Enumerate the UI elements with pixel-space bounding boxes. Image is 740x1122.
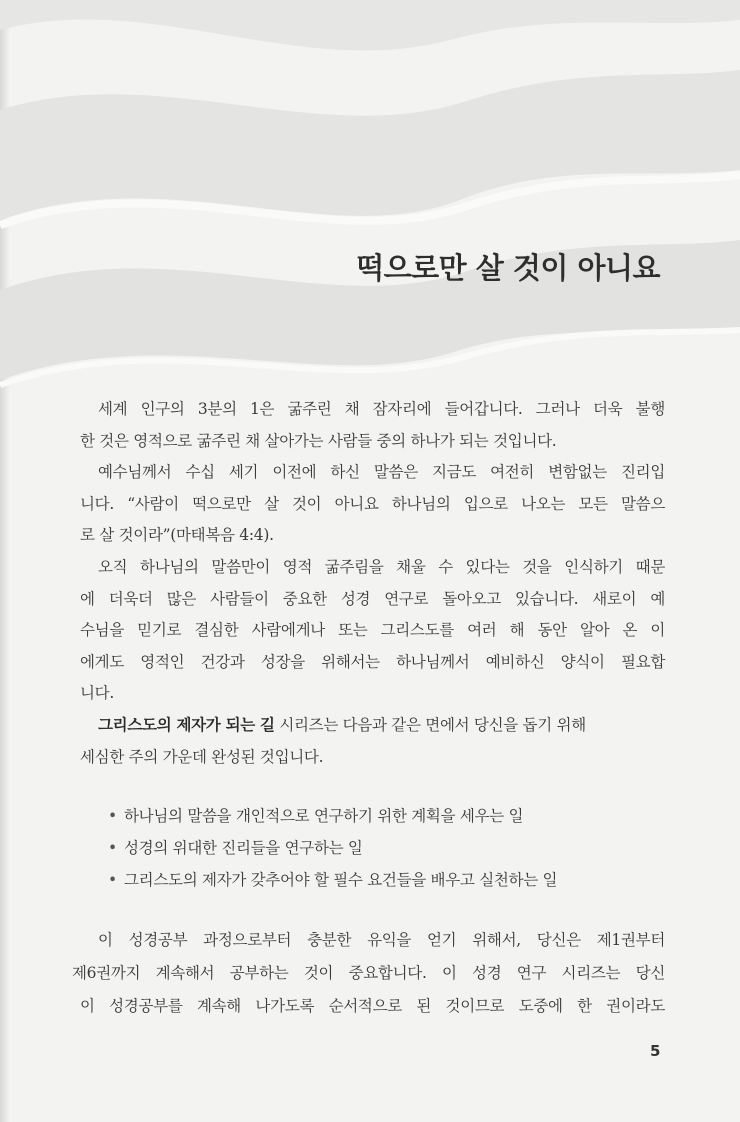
bullet-icon: • [108,807,117,826]
list-item-text: 성경의 위대한 진리들을 연구하는 일 [124,839,363,858]
text-line: 로 살 것이라”(마태복음 4:4). [80,526,274,545]
paragraph [80,457,665,552]
page-number: 5 [650,1042,661,1060]
series-title: 그리스도의 제자가 되는 길 [98,715,275,734]
text-line: 수님을 믿기로 결심한 사람에게나 또는 그리스도를 여러 해 동안 알아 온 이 [80,621,665,640]
bullet-icon: • [108,839,117,858]
wave-decoration [0,0,740,420]
body-text [72,394,665,1023]
text-line: 니다. [80,684,114,703]
paragraph [80,552,665,710]
list-item-text: 하나님의 말씀을 개인적으로 연구하기 위한 계획을 세우는 일 [124,807,524,826]
text-line: 오직 하나님의 말씀만이 영적 굶주림을 채울 수 있다는 것을 인식하기 때문 [98,557,665,576]
text-line: 한 것은 영적으로 굶주린 채 살아가는 사람들 중의 하나가 되는 것입니다. [80,431,557,450]
bullet-icon: • [108,871,117,890]
text-line [80,710,665,742]
list-item [80,800,665,832]
paragraph [80,710,665,773]
text-line: 세계 인구의 3분의 1은 굶주린 채 잠자리에 들어갑니다. 그러나 더욱 불행 [98,400,665,418]
text-line: 세심한 주의 가운데 완성된 것입니다. [80,747,324,766]
text-line: 제6권까지 계속해서 공부하는 것이 중요합니다. 이 성경 연구 시리즈는 당신 [72,964,665,983]
page-title: 떡으로만 살 것이 아니요 [356,251,660,285]
text-line: 이 성경공부 과정으로부터 충분한 유익을 얻기 위해서, 당신은 제1권부터 [98,931,665,950]
bullet-list [80,800,665,896]
text-line: 에 더욱더 많은 사람들이 중요한 성경 연구로 돌아오고 있습니다. 새로이 예 [80,589,665,608]
text-line: 이 성경공부를 계속해 나가도록 순서적으로 된 것이므로 도중에 한 권이라도 [80,997,665,1016]
paragraph [80,394,665,457]
list-item [80,832,665,864]
text-line: 에게도 영적인 건강과 성장을 위해서는 하나님께서 예비하신 양식이 필요합 [80,652,665,671]
list-item-text: 그리스도의 제자가 갖추어야 할 필수 요건들을 배우고 실천하는 일 [124,871,558,890]
text-line: 예수님께서 수십 세기 이전에 하신 말씀은 지금도 여전히 변함없는 진리입 [98,463,665,482]
text-span: 시리즈는 다음과 같은 면에서 당신을 돕기 위해 [274,715,586,734]
paragraph [72,924,665,1023]
text-line: 니다. “사람이 떡으로만 살 것이 아니요 하나님의 입으로 나오는 모든 말씀으 [80,494,665,513]
list-item [80,864,665,896]
